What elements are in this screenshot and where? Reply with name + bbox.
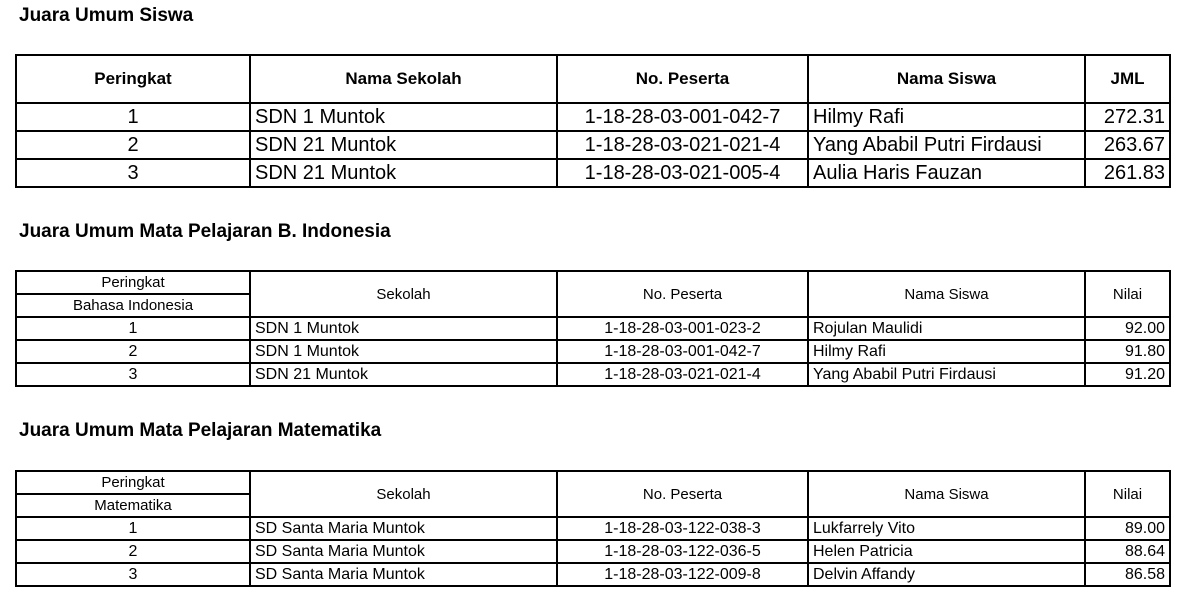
section-title-matematika: Juara Umum Mata Pelajaran Matematika [19, 420, 382, 441]
cell-sekolah: SDN 1 Muntok [250, 340, 557, 363]
header-no-peserta: No. Peserta [557, 271, 808, 317]
cell-peringkat: 2 [16, 540, 250, 563]
cell-no-peserta: 1-18-28-03-122-009-8 [557, 563, 808, 586]
header-nama-siswa: Nama Siswa [808, 271, 1085, 317]
header-nilai: Nilai [1085, 471, 1170, 517]
cell-nama-siswa: Rojulan Maulidi [808, 317, 1085, 340]
cell-nama-siswa: Delvin Affandy [808, 563, 1085, 586]
cell-no-peserta: 1-18-28-03-001-042-7 [557, 340, 808, 363]
table-row [16, 131, 1170, 159]
cell-peringkat: 3 [16, 563, 250, 586]
cell-jml: 272.31 [1085, 103, 1170, 131]
section-title-bahasa-indonesia: Juara Umum Mata Pelajaran B. Indonesia [19, 221, 391, 242]
cell-peringkat: 1 [16, 103, 250, 131]
table-row [16, 103, 1170, 131]
cell-nama-siswa: Hilmy Rafi [808, 103, 1085, 131]
table-row [16, 517, 1170, 540]
cell-no-peserta: 1-18-28-03-021-005-4 [557, 159, 808, 187]
header-nilai: Nilai [1085, 271, 1170, 317]
cell-nilai: 92.00 [1085, 317, 1170, 340]
header-nama-siswa: Nama Siswa [808, 55, 1085, 103]
cell-jml: 263.67 [1085, 131, 1170, 159]
cell-sekolah: SD Santa Maria Muntok [250, 540, 557, 563]
cell-sekolah: SDN 21 Muntok [250, 159, 557, 187]
header-sekolah: Sekolah [250, 471, 557, 517]
header-nama-sekolah: Nama Sekolah [250, 55, 557, 103]
cell-nama-siswa: Aulia Haris Fauzan [808, 159, 1085, 187]
cell-peringkat: 3 [16, 159, 250, 187]
cell-sekolah: SDN 21 Muntok [250, 131, 557, 159]
table-row [16, 363, 1170, 386]
cell-nama-siswa: Lukfarrely Vito [808, 517, 1085, 540]
header-jml: JML [1085, 55, 1170, 103]
cell-nilai: 89.00 [1085, 517, 1170, 540]
table-juara-umum-siswa [15, 54, 1171, 188]
cell-sekolah: SD Santa Maria Muntok [250, 517, 557, 540]
cell-nilai: 91.80 [1085, 340, 1170, 363]
cell-nama-siswa: Yang Ababil Putri Firdausi [808, 363, 1085, 386]
cell-nilai: 88.64 [1085, 540, 1170, 563]
cell-nama-siswa: Hilmy Rafi [808, 340, 1085, 363]
cell-peringkat: 1 [16, 317, 250, 340]
cell-nama-siswa: Helen Patricia [808, 540, 1085, 563]
cell-sekolah: SDN 21 Muntok [250, 363, 557, 386]
table-row [16, 540, 1170, 563]
table-header-row [16, 271, 1170, 294]
table-row [16, 563, 1170, 586]
cell-sekolah: SDN 1 Muntok [250, 103, 557, 131]
cell-no-peserta: 1-18-28-03-122-036-5 [557, 540, 808, 563]
cell-nilai: 91.20 [1085, 363, 1170, 386]
cell-nilai: 86.58 [1085, 563, 1170, 586]
header-peringkat: Peringkat [16, 471, 250, 494]
table-row [16, 159, 1170, 187]
table-juara-matematika [15, 470, 1171, 587]
cell-no-peserta: 1-18-28-03-122-038-3 [557, 517, 808, 540]
cell-peringkat: 2 [16, 340, 250, 363]
table-juara-bahasa-indonesia [15, 270, 1171, 387]
cell-sekolah: SD Santa Maria Muntok [250, 563, 557, 586]
header-sekolah: Sekolah [250, 271, 557, 317]
header-nama-siswa: Nama Siswa [808, 471, 1085, 517]
cell-peringkat: 3 [16, 363, 250, 386]
cell-no-peserta: 1-18-28-03-001-023-2 [557, 317, 808, 340]
header-mapel: Matematika [16, 494, 250, 517]
cell-jml: 261.83 [1085, 159, 1170, 187]
cell-no-peserta: 1-18-28-03-021-021-4 [557, 131, 808, 159]
table-row [16, 340, 1170, 363]
table-header-row [16, 55, 1170, 103]
section-title-juara-umum-siswa: Juara Umum Siswa [19, 5, 194, 26]
table-row [16, 317, 1170, 340]
header-mapel: Bahasa Indonesia [16, 294, 250, 317]
header-no-peserta: No. Peserta [557, 471, 808, 517]
header-no-peserta: No. Peserta [557, 55, 808, 103]
header-peringkat: Peringkat [16, 55, 250, 103]
cell-no-peserta: 1-18-28-03-021-021-4 [557, 363, 808, 386]
header-peringkat: Peringkat [16, 271, 250, 294]
cell-peringkat: 1 [16, 517, 250, 540]
cell-nama-siswa: Yang Ababil Putri Firdausi [808, 131, 1085, 159]
cell-no-peserta: 1-18-28-03-001-042-7 [557, 103, 808, 131]
cell-sekolah: SDN 1 Muntok [250, 317, 557, 340]
table-header-row [16, 471, 1170, 494]
cell-peringkat: 2 [16, 131, 250, 159]
